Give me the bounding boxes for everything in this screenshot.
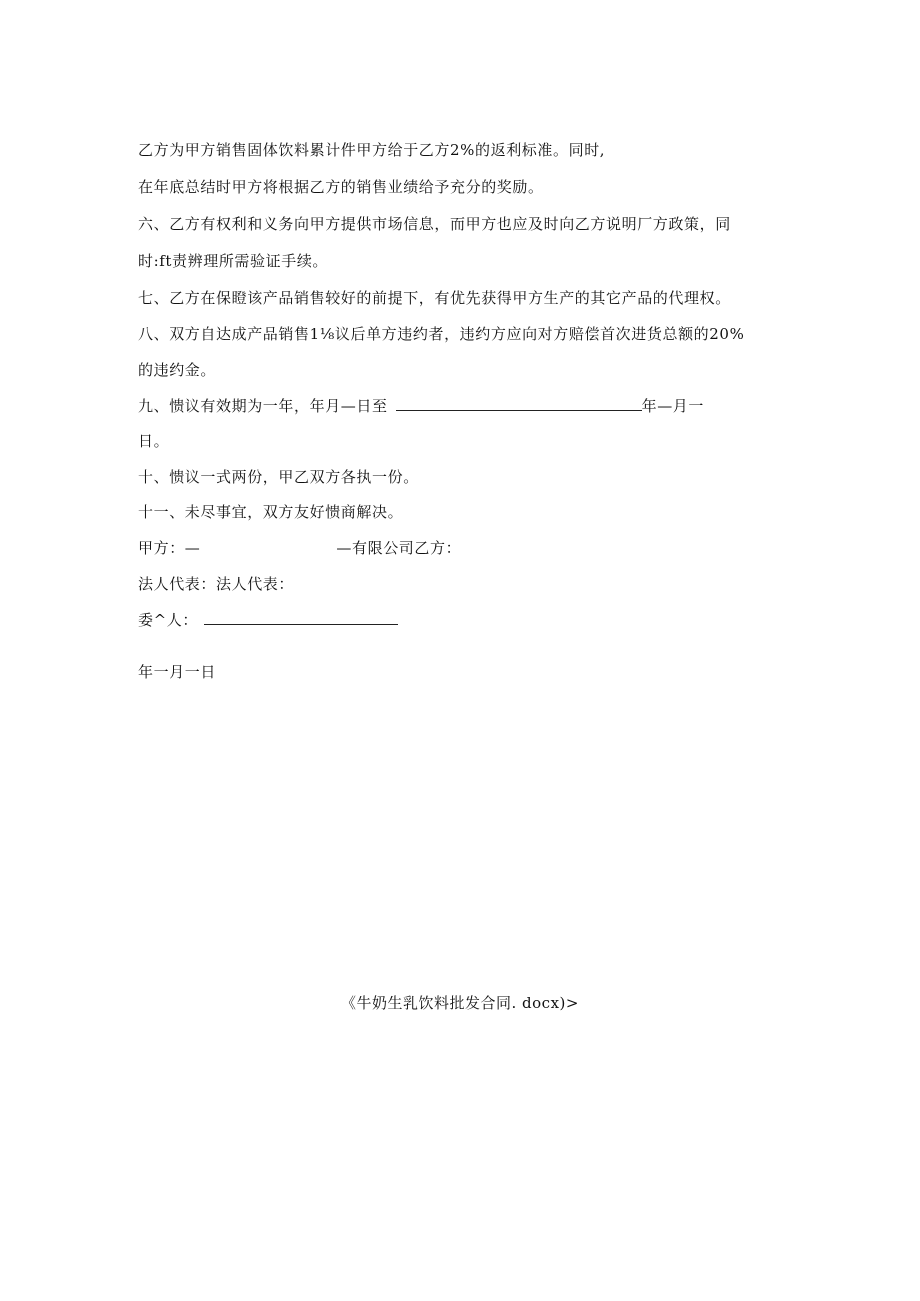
clause-eight-line-1: 八、双方自达成产品销售1⅛议后单方违约者，违约方应向对方赔偿首次进货总额的20% xyxy=(138,325,745,343)
clause-eight-line-2: 的违约金。 xyxy=(138,361,217,379)
party-b-label: —有限公司乙方： xyxy=(336,539,462,557)
party-line xyxy=(138,538,461,558)
term-end-date-blank xyxy=(396,396,642,411)
party-a-label: 甲方：— xyxy=(138,539,201,557)
paragraph-rebate-line-2: 在年底总结时甲方将根据乙方的销售业绩给予充分的奖励。 xyxy=(138,178,544,196)
agent-label: 委^人： xyxy=(138,611,198,629)
clause-nine-line-1 xyxy=(138,396,704,416)
clause-nine-suffix: 年—月一 xyxy=(641,397,705,415)
clause-six-line-2: 时:ft责辨理所需验证手续。 xyxy=(138,252,329,270)
clause-ten: 十、愦议一式两份，甲乙双方各执一份。 xyxy=(138,468,419,486)
paragraph-rebate-line-1: 乙方为甲方销售固体饮料累计件甲方给于乙方2%的返利标准。同时, xyxy=(138,141,606,159)
clause-eleven: 十一、未尽事宜，双方友好愦商解决。 xyxy=(138,503,404,521)
clause-nine-prefix: 九、愦议有效期为一年，年月—日至 xyxy=(138,397,388,415)
legal-representatives: 法人代表：法人代表： xyxy=(138,575,295,593)
agent-line xyxy=(138,610,398,630)
agent-signature-blank xyxy=(204,610,398,625)
clause-six-line-1: 六、乙方有权利和义务向甲方提供市场信息，而甲方也应及时向乙方说明厂方政策，同 xyxy=(138,215,731,233)
clause-seven: 七、乙方在保瞪该产品销售较好的前提下，有优先获得甲方生产的其它产品的代理权。 xyxy=(138,289,731,307)
document-filename-footer: 《牛奶生乳饮料批发合同. docx)> xyxy=(341,994,579,1012)
signing-date: 年一月一日 xyxy=(138,663,217,681)
clause-nine-line-2: 日。 xyxy=(138,432,170,450)
